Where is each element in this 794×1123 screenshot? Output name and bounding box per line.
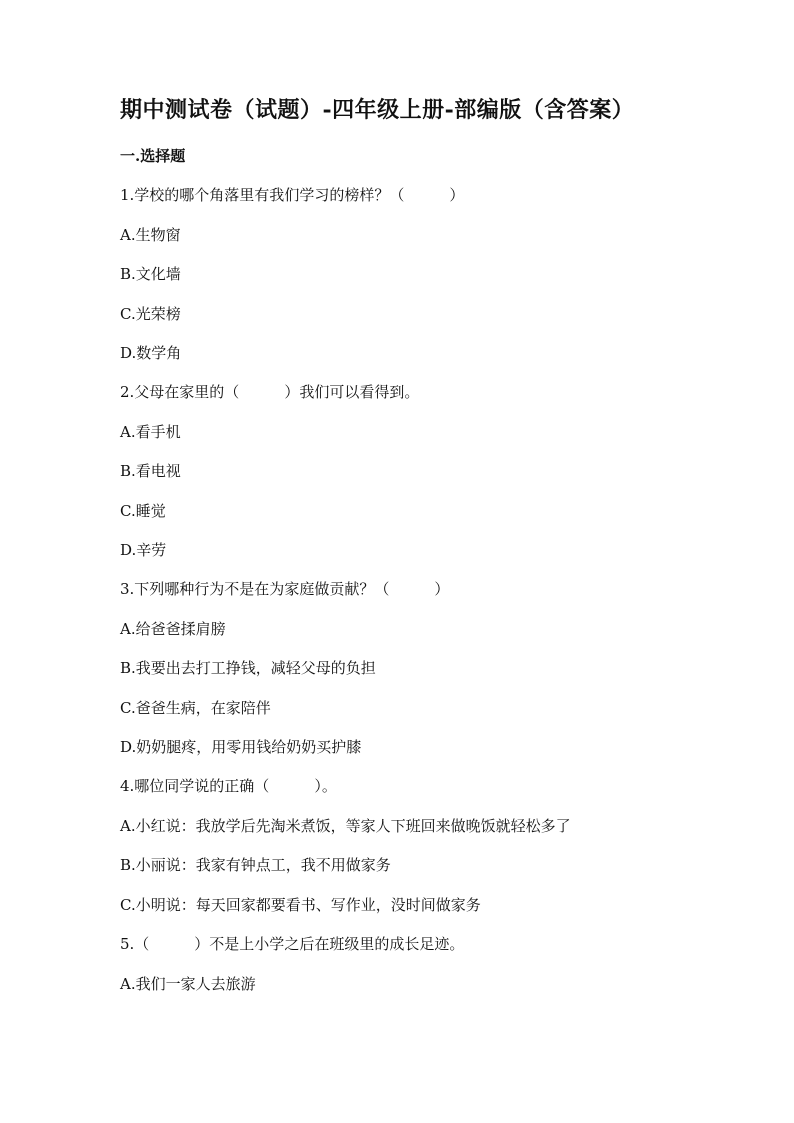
option-3b: B.我要出去打工挣钱，减轻父母的负担 — [120, 659, 376, 677]
option-2a: A.看手机 — [120, 423, 181, 441]
question-stem-3: 3.下列哪种行为不是在为家庭做贡献？（ ） — [120, 580, 450, 598]
option-1b: B.文化墙 — [120, 265, 181, 283]
option-4b: B.小丽说：我家有钟点工，我不用做家务 — [120, 856, 391, 874]
section-heading: 一.选择题 — [120, 147, 186, 165]
question-stem-1: 1.学校的哪个角落里有我们学习的榜样？（ ） — [120, 186, 465, 204]
option-5a: A.我们一家人去旅游 — [120, 975, 256, 993]
question-stem-5: 5.（ ）不是上小学之后在班级里的成长足迹。 — [120, 935, 465, 953]
option-3a: A.给爸爸揉肩膀 — [120, 620, 226, 638]
option-4a: A.小红说：我放学后先淘米煮饭，等家人下班回来做晚饭就轻松多了 — [120, 817, 571, 835]
question-stem-4: 4.哪位同学说的正确（ ）。 — [120, 777, 337, 795]
document-title: 期中测试卷（试题）-四年级上册-部编版（含答案） — [120, 97, 635, 123]
option-4c: C.小明说：每天回家都要看书、写作业，没时间做家务 — [120, 896, 481, 914]
option-2b: B.看电视 — [120, 462, 181, 480]
option-1c: C.光荣榜 — [120, 305, 181, 323]
option-1a: A.生物窗 — [120, 226, 181, 244]
option-1d: D.数学角 — [120, 344, 182, 362]
option-3d: D.奶奶腿疼，用零用钱给奶奶买护膝 — [120, 738, 362, 756]
option-3c: C.爸爸生病，在家陪伴 — [120, 699, 271, 717]
option-2d: D.辛劳 — [120, 541, 167, 559]
question-stem-2: 2.父母在家里的（ ）我们可以看得到。 — [120, 383, 420, 401]
option-2c: C.睡觉 — [120, 502, 166, 520]
